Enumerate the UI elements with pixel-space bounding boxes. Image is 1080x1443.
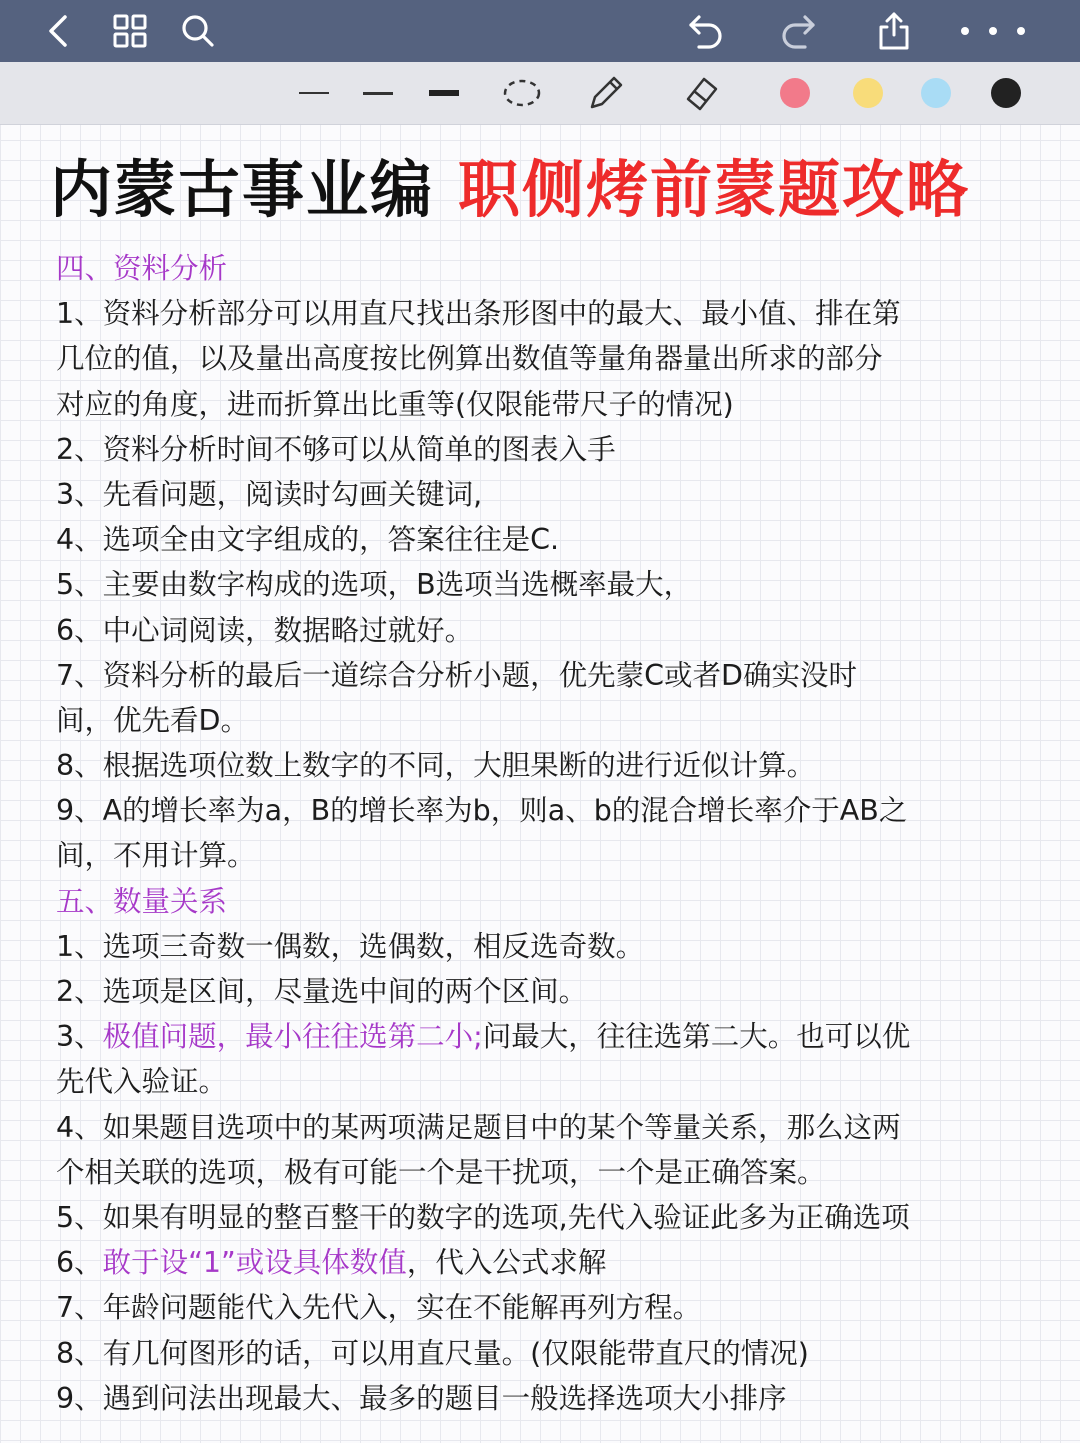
note-line: 1、资料分析部分可以用直尺找出条形图中的最大、最小值、排在第: [56, 297, 901, 331]
note-line: 9、A的增长率为a，B的增长率为b，则a、b的混合增长率介于AB之: [56, 794, 908, 828]
color-swatch-yellow[interactable]: [846, 71, 890, 115]
title-part-1: 内蒙古事业编: [50, 153, 435, 226]
lasso-icon[interactable]: [500, 71, 544, 115]
note-line: 9、遇到问法出现最大、最多的题目一般选择选项大小排序: [56, 1381, 787, 1415]
color-swatch-blue[interactable]: [914, 71, 958, 115]
note-line: 8、有几何图形的话，可以用直尺量。(仅限能带直尺的情况): [56, 1336, 809, 1370]
redo-icon[interactable]: [776, 9, 820, 53]
pencil-icon[interactable]: [584, 71, 628, 115]
note-line: 2、资料分析时间不够可以从简单的图表入手: [56, 432, 616, 466]
top-bar: [0, 0, 1080, 62]
line-prefix: 3、: [56, 1020, 103, 1054]
drawing-toolbar: [0, 62, 1080, 125]
title-part-2: 职侧烤前蒙题攻略: [458, 153, 971, 226]
note-line: 几位的值，以及量出高度按比例算出数值等量角器量出所求的部分: [56, 342, 883, 376]
more-icon[interactable]: [950, 9, 1040, 53]
color-swatch-black[interactable]: [984, 71, 1028, 115]
note-line: 间，不用计算。: [56, 839, 256, 873]
share-icon[interactable]: [872, 9, 916, 53]
search-icon[interactable]: [176, 9, 220, 53]
back-icon[interactable]: [36, 9, 80, 53]
medium-line-icon[interactable]: [356, 71, 400, 115]
eraser-icon[interactable]: [678, 71, 722, 115]
line-prefix: 6、: [56, 1246, 103, 1280]
note-line: 个相关联的选项，极有可能一个是干扰项，一个是正确答案。: [56, 1155, 826, 1189]
note-line: 间，优先看D。: [56, 703, 249, 737]
note-line: 3、先看问题，阅读时勾画关键词,: [56, 477, 483, 511]
note-line: 5、主要由数字构成的选项，B选项当选概率最大，: [56, 568, 693, 602]
note-line: 1、选项三奇数一偶数，选偶数，相反选奇数。: [56, 929, 645, 963]
note-line: 7、年龄问题能代入先代入，实在不能解再列方程。: [56, 1291, 702, 1325]
grid-icon[interactable]: [108, 9, 152, 53]
thin-line-icon[interactable]: [292, 71, 336, 115]
note-line: 对应的角度，进而折算出比重等(仅限能带尺子的情况): [56, 387, 734, 421]
note-line: 2、选项是区间，尽量选中间的两个区间。: [56, 975, 588, 1008]
note-line: [56, 1014, 1031, 1059]
thick-line-icon[interactable]: [422, 71, 466, 115]
note-line: 7、资料分析的最后一道综合分析小题，优先蒙C或者D确实没时: [56, 658, 857, 692]
line-text: 问最大，往往选第二大。也可以优: [482, 1020, 911, 1054]
note-line: 8、根据选项位数上数字的不同，大胆果断的进行近似计算。: [56, 749, 816, 783]
page-title: [50, 150, 1060, 230]
note-line: 6、中心词阅读，数据略过就好。: [56, 613, 474, 647]
section-heading-quantitative: 五、数量关系: [56, 884, 228, 918]
highlighted-text: 敢于设“1”或设具体数值: [102, 1246, 407, 1280]
line-text: ，代入公式求解: [406, 1246, 607, 1280]
note-line: 4、如果题目选项中的某两项满足题目中的某个等量关系，那么这两: [56, 1110, 901, 1144]
color-swatch-pink[interactable]: [773, 71, 817, 115]
note-line: 先代入验证。: [56, 1065, 228, 1099]
note-line: 5、如果有明显的整百整干的数字的选项,先代入验证此多为正确选项: [56, 1200, 910, 1234]
note-content: [56, 246, 1031, 1421]
note-line: 4、选项全由文字组成的，答案往往是C.: [56, 523, 560, 557]
section-heading-data-analysis: 四、资料分析: [56, 252, 228, 285]
undo-icon[interactable]: [684, 9, 728, 53]
note-line: [56, 1240, 1031, 1285]
highlighted-text: 极值问题，最小往往选第二小;: [102, 1020, 483, 1054]
